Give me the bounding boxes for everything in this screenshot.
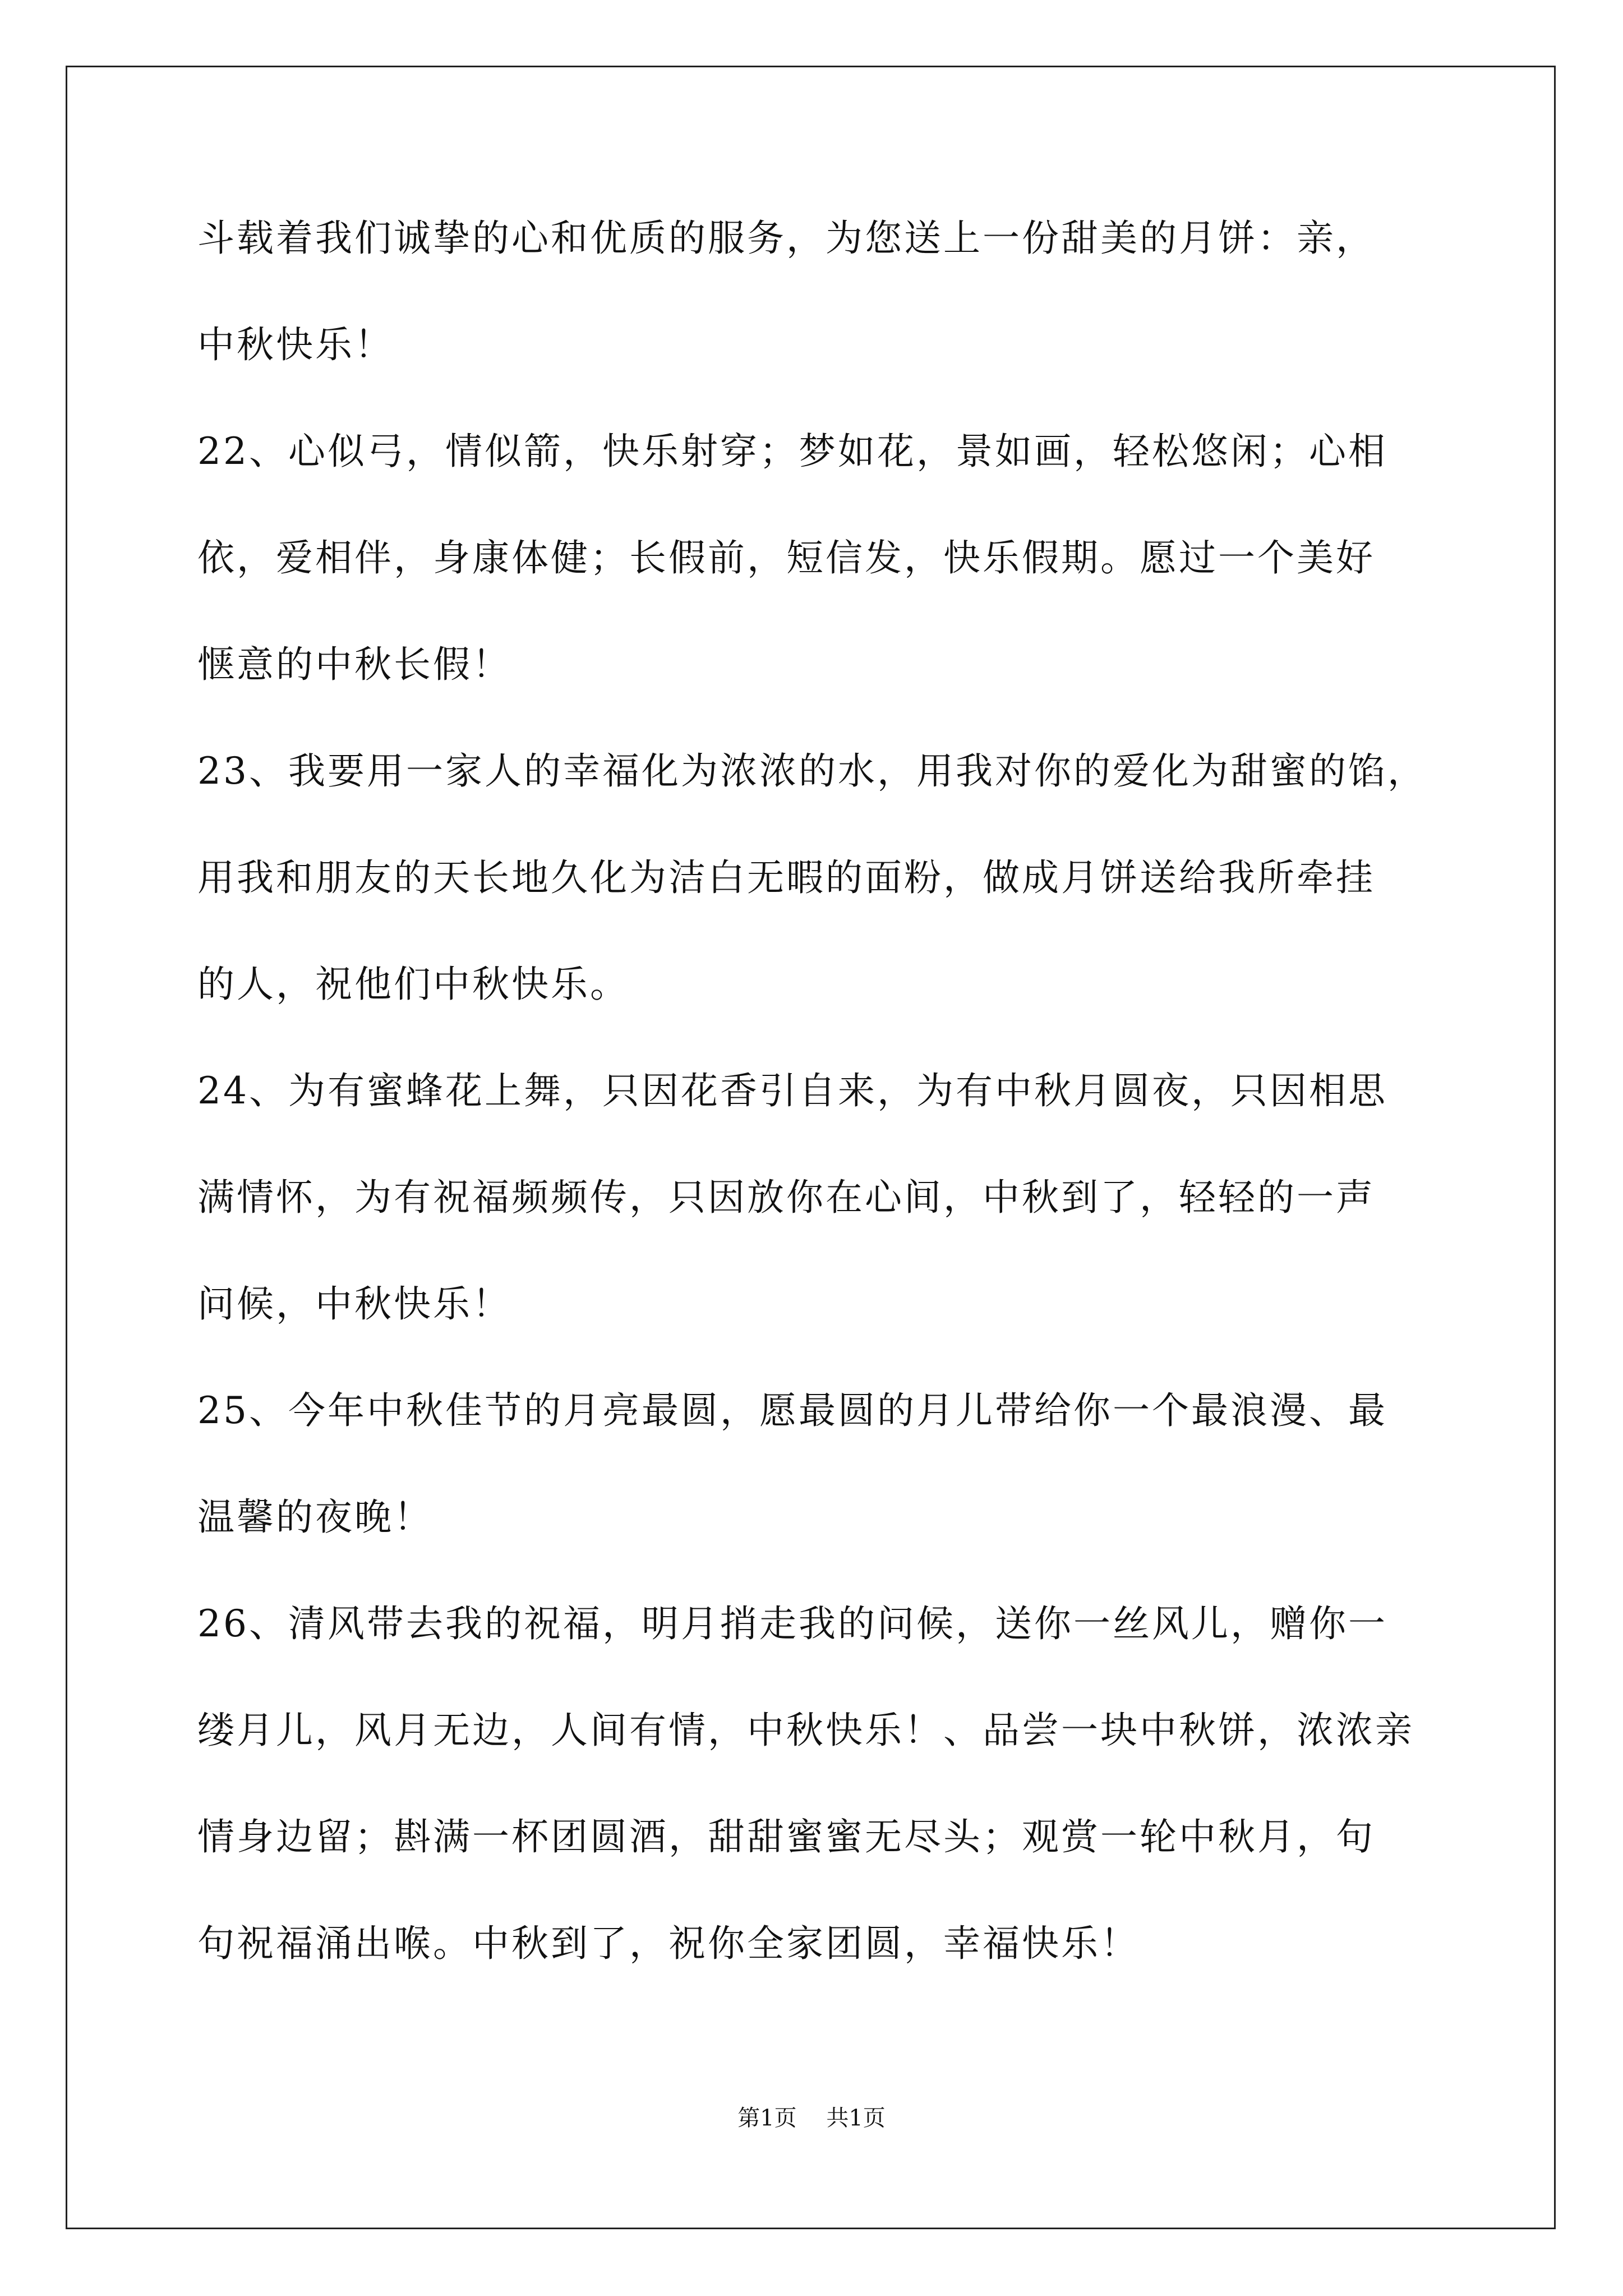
- text-line: 22、心似弓，情似箭，快乐射穿；梦如花，景如画，轻松悠闲；心相: [197, 430, 1387, 473]
- document-body: [197, 185, 1476, 1997]
- text-line: 用我和朋友的天长地久化为洁白无暇的面粉，做成月饼送给我所牵挂: [197, 856, 1375, 899]
- text-line: 25、今年中秋佳节的月亮最圆，愿最圆的月儿带给你一个最浪漫、最: [197, 1389, 1387, 1432]
- text-line: 句祝福涌出喉。中秋到了，祝你全家团圆，幸福快乐！: [197, 1922, 1140, 1965]
- text-line: 24、为有蜜蜂花上舞，只因花香引自来，为有中秋月圆夜，只因相思: [197, 1069, 1387, 1112]
- text-line: 情身边留；斟满一杯团圆酒，甜甜蜜蜜无尽头；观赏一轮中秋月，句: [197, 1815, 1375, 1858]
- text-line: 温馨的夜晚！: [197, 1496, 433, 1539]
- text-line: 中秋快乐！: [197, 323, 394, 366]
- page-total: 共1页: [826, 2105, 886, 2131]
- text-line: 的人，祝他们中秋快乐。: [197, 963, 629, 1006]
- text-line: 满情怀，为有祝福频频传，只因放你在心间，中秋到了，轻轻的一声: [197, 1176, 1375, 1219]
- text-line: 斗载着我们诚挚的心和优质的服务，为您送上一份甜美的月饼：亲，: [197, 217, 1375, 260]
- text-line: 26、清风带去我的祝福，明月捎走我的问候，送你一丝风儿，赠你一: [197, 1602, 1387, 1645]
- text-line: 23、我要用一家人的幸福化为浓浓的水，用我对你的爱化为甜蜜的馅，: [197, 749, 1427, 793]
- page-footer: [0, 2101, 1623, 2135]
- text-line: 缕月儿，风月无边，人间有情，中秋快乐！、品尝一块中秋饼，浓浓亲: [197, 1709, 1414, 1752]
- text-line: 问候，中秋快乐！: [197, 1282, 511, 1326]
- page-number: 第1页: [737, 2105, 797, 2131]
- text-line: 依，爱相伴，身康体健；长假前，短信发，快乐假期。愿过一个美好: [197, 536, 1375, 579]
- text-line: 惬意的中秋长假！: [197, 643, 511, 686]
